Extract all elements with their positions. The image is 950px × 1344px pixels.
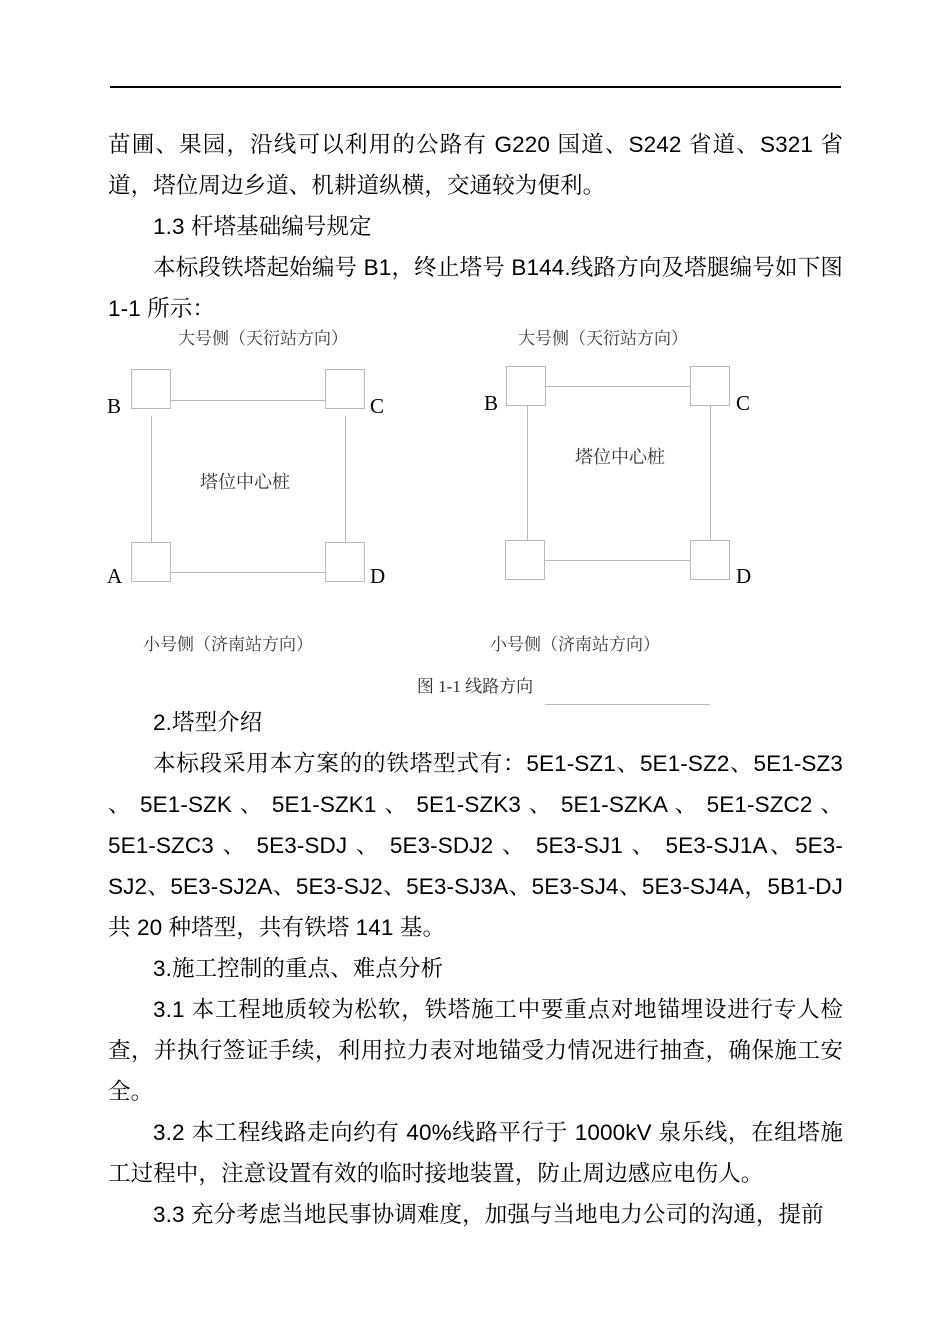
- figure-line-direction: [0, 318, 950, 700]
- right-diagram-right-connector: [710, 386, 711, 561]
- left-diagram-leg-label-d: D: [370, 564, 386, 588]
- left-diagram-leg-box-c: [325, 369, 365, 409]
- right-diagram-bottom-caption: 小号侧（济南站方向）: [490, 635, 660, 654]
- left-diagram-leg-label-c: C: [370, 394, 385, 418]
- left-diagram-bottom-connector: [168, 572, 330, 573]
- paragraph-heading-1-3: 1.3 杆塔基础编号规定: [153, 214, 372, 239]
- left-diagram-leg-label-b: B: [107, 394, 122, 418]
- right-diagram-bottom-connector: [527, 560, 710, 561]
- paragraph-3-3: 3.3 充分考虑当地民事协调难度，加强与当地电力公司的沟通，提前: [153, 1202, 824, 1227]
- paragraph-heading-3: 3.施工控制的重点、难点分析: [153, 956, 444, 981]
- left-diagram-top-caption: 大号侧（天衍站方向）: [178, 329, 348, 348]
- paragraph-tower-numbering: 本标段铁塔起始编号 B1，终止塔号 B144.线路方向及塔腿编号如下图 1-1 所示：: [108, 255, 843, 321]
- paragraph-heading-2: 2.塔型介绍: [153, 710, 263, 735]
- left-diagram-leg-box-d: [325, 542, 365, 582]
- right-diagram-top-connector: [545, 386, 710, 387]
- right-diagram-leg-label-d: D: [736, 564, 752, 588]
- figure-number-caption: 图 1-1 线路方向: [416, 677, 534, 696]
- right-diagram-leg-box-b: [506, 366, 546, 406]
- right-diagram-leg-label-c: C: [736, 391, 751, 415]
- paragraph-3-2: 3.2 本工程线路走向约有 40%线路平行于 1000kV 泉乐线，在组塔施工过程中，注意设置有效的临时接地装置，防止周边感应电伤人。: [108, 1120, 843, 1186]
- paragraph-tower-types: 本标段采用本方案的的铁塔型式有：5E1-SZ1、5E1-SZ2、5E1-SZ3 、 5E1-SZK 、 5E1-SZK1 、 5E1-SZK3 、 5E1-SZKA 、 5E1-SZC2 、 5E1-SZC3 、 5E3-SDJ 、 5E3-SDJ2 、 5E3-SJ1 、 5E3-SJ1A、5E3-SJ2、5E3-SJ2A、5E3-SJ2、5E3-SJ3A、5E3-SJ4、5E3-SJ4A，5B1-DJ 共 20 种塔型，共有铁塔 141 基。: [108, 751, 843, 940]
- right-diagram-leg-box-a: [505, 540, 545, 580]
- right-diagram-leg-box-d: [690, 540, 730, 580]
- right-diagram-top-caption: 大号侧（天衍站方向）: [518, 329, 688, 348]
- header-rule: [110, 86, 841, 88]
- right-diagram-left-connector: [527, 386, 528, 561]
- right-diagram-leg-box-c: [690, 366, 730, 406]
- left-diagram-bottom-caption: 小号侧（济南站方向）: [143, 635, 313, 654]
- left-diagram-center-label: 塔位中心桩: [200, 472, 290, 492]
- paragraph-intro: 苗圃、果园，沿线可以利用的公路有 G220 国道、S242 省道、S321 省道，塔位周边乡道、机耕道纵横，交通较为便利。: [108, 132, 843, 198]
- body-text-top: [108, 124, 843, 329]
- left-diagram-leg-box-b: [131, 369, 171, 409]
- left-diagram-leg-label-a: A: [107, 564, 123, 588]
- right-diagram-leg-label-b: B: [484, 391, 499, 415]
- body-text-bottom: [108, 702, 843, 1235]
- left-diagram-leg-box-a: [131, 542, 171, 582]
- right-diagram-center-label: 塔位中心桩: [575, 447, 665, 467]
- paragraph-3-1: 3.1 本工程地质较为松软，铁塔施工中要重点对地锚埋设进行专人检查，并执行签证手续，利用拉力表对地锚受力情况进行抽查，确保施工安全。: [108, 997, 843, 1104]
- left-diagram-top-connector: [168, 400, 330, 401]
